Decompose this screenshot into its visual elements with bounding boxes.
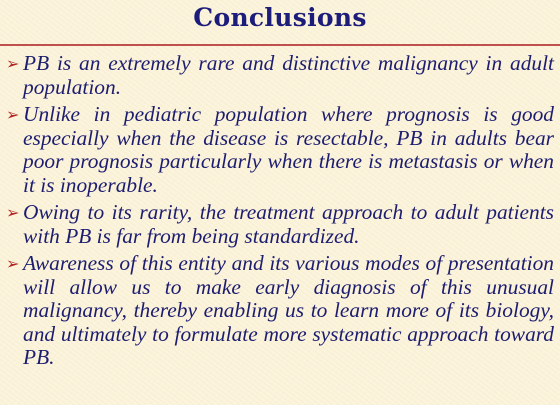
arrow-bullet-icon: ➢ <box>6 203 20 222</box>
slide-title: Conclusions <box>193 3 367 32</box>
arrow-bullet-icon: ➢ <box>6 54 20 73</box>
bullet-text: Unlike in pediatric population where prognosis is good especially when the disease is resectable, PB in adults bear poor prognosis particularly when there is metastasis or when it is inoperable. <box>23 102 554 197</box>
bullet-item <box>6 201 554 248</box>
bullet-item <box>6 103 554 197</box>
arrow-bullet-icon: ➢ <box>6 254 20 273</box>
bullet-text: PB is an extremely rare and distinctive malignancy in adult population. <box>23 51 554 99</box>
bullet-text: Awareness of this entity and its various modes of presentation will allow us to make early diagnosis of this unusual malignancy, thereby enabling us to learn more of its biology, and ultimately to formulate more systematic approach toward PB. <box>23 251 554 369</box>
bullet-item <box>6 252 554 370</box>
title-divider <box>0 44 560 46</box>
bullet-list <box>6 52 554 374</box>
bullet-item <box>6 52 554 99</box>
bullet-text: Owing to its rarity, the treatment approach to adult patients with PB is far from being standardized. <box>23 200 554 248</box>
arrow-bullet-icon: ➢ <box>6 105 20 124</box>
